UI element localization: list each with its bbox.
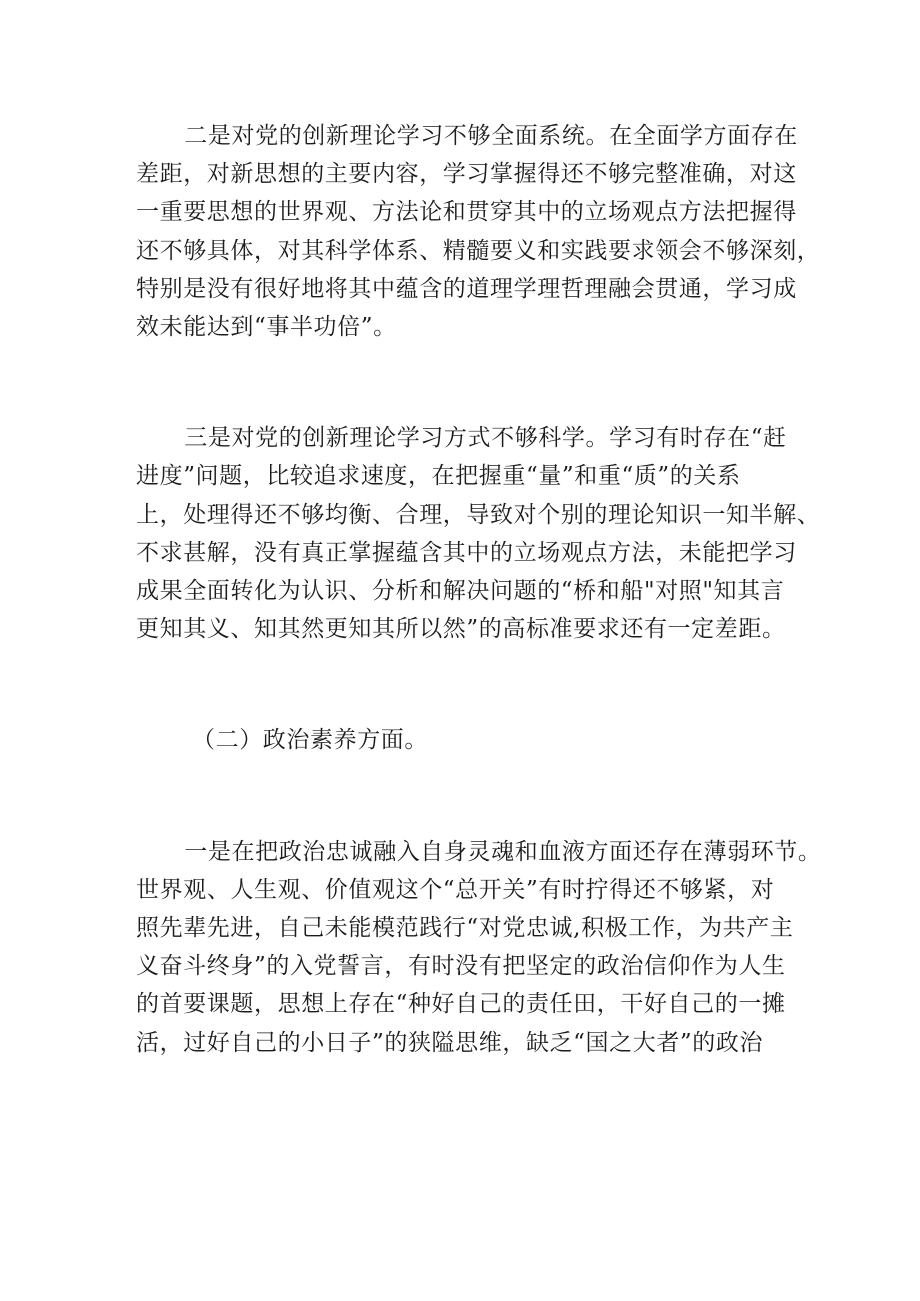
text-line: 差距，对新思想的主要内容，学习掌握得还不够完整准确，对这	[136, 161, 797, 188]
text-line: 照先辈先进，自己未能模范践行“对党忠诚,积极工作，为共产主	[136, 915, 794, 942]
text-line: 上，处理得还不够均衡、合理，导致对个别的理论知识一知半解、	[136, 501, 821, 528]
text-line: 一是在把政治忠诚融入自身灵魂和血液方面还存在薄弱环节。	[184, 838, 822, 865]
text-line: 更知其义、知其然更知其所以然”的高标准要求还有一定差距。	[136, 616, 786, 643]
paragraph-study-method	[136, 419, 821, 648]
text-line: 还不够具体，对其科学体系、精髓要义和实践要求领会不够深刻，	[136, 237, 821, 264]
text-line: 不求甚解，没有真正掌握蕴含其中的立场观点方法，未能把学习	[136, 539, 797, 566]
section-heading: （二）政治素养方面。	[192, 727, 428, 754]
text-line: 二是对党的创新理论学习不够全面系统。在全面学方面存在	[184, 123, 798, 149]
text-line: 特别是没有很好地将其中蕴含的道理学理哲理融会贯通，学习成	[136, 275, 797, 302]
text-line: 效未能达到“事半功倍”。	[136, 314, 397, 341]
paragraph-political-loyalty	[136, 833, 822, 1062]
text-line: 成果全面转化为认识、分析和解决问题的“桥和船"对照"知其言	[136, 578, 785, 605]
text-line: 义奋斗终身”的入党誓言，有时没有把坚定的政治信仰作为人生	[136, 953, 786, 980]
text-line: 世界观、人生观、价值观这个“总开关”有时拧得还不够紧，对	[136, 876, 775, 903]
paragraph-study-comprehensiveness	[136, 117, 821, 346]
text-line: 三是对党的创新理论学习方式不够科学。学习有时存在“赶	[184, 425, 787, 452]
text-line: 一重要思想的世界观、方法论和贯穿其中的立场观点方法把握得	[136, 199, 797, 226]
text-line: 的首要课题，思想上存在“种好自己的责任田，干好自己的一摊	[136, 991, 786, 1018]
text-line: 进度”问题，比较追求速度，在把握重“量”和重“质”的关系	[136, 463, 741, 490]
text-line: 活，过好自己的小日子”的狭隘思维，缺乏“国之大者”的政治	[136, 1029, 764, 1056]
